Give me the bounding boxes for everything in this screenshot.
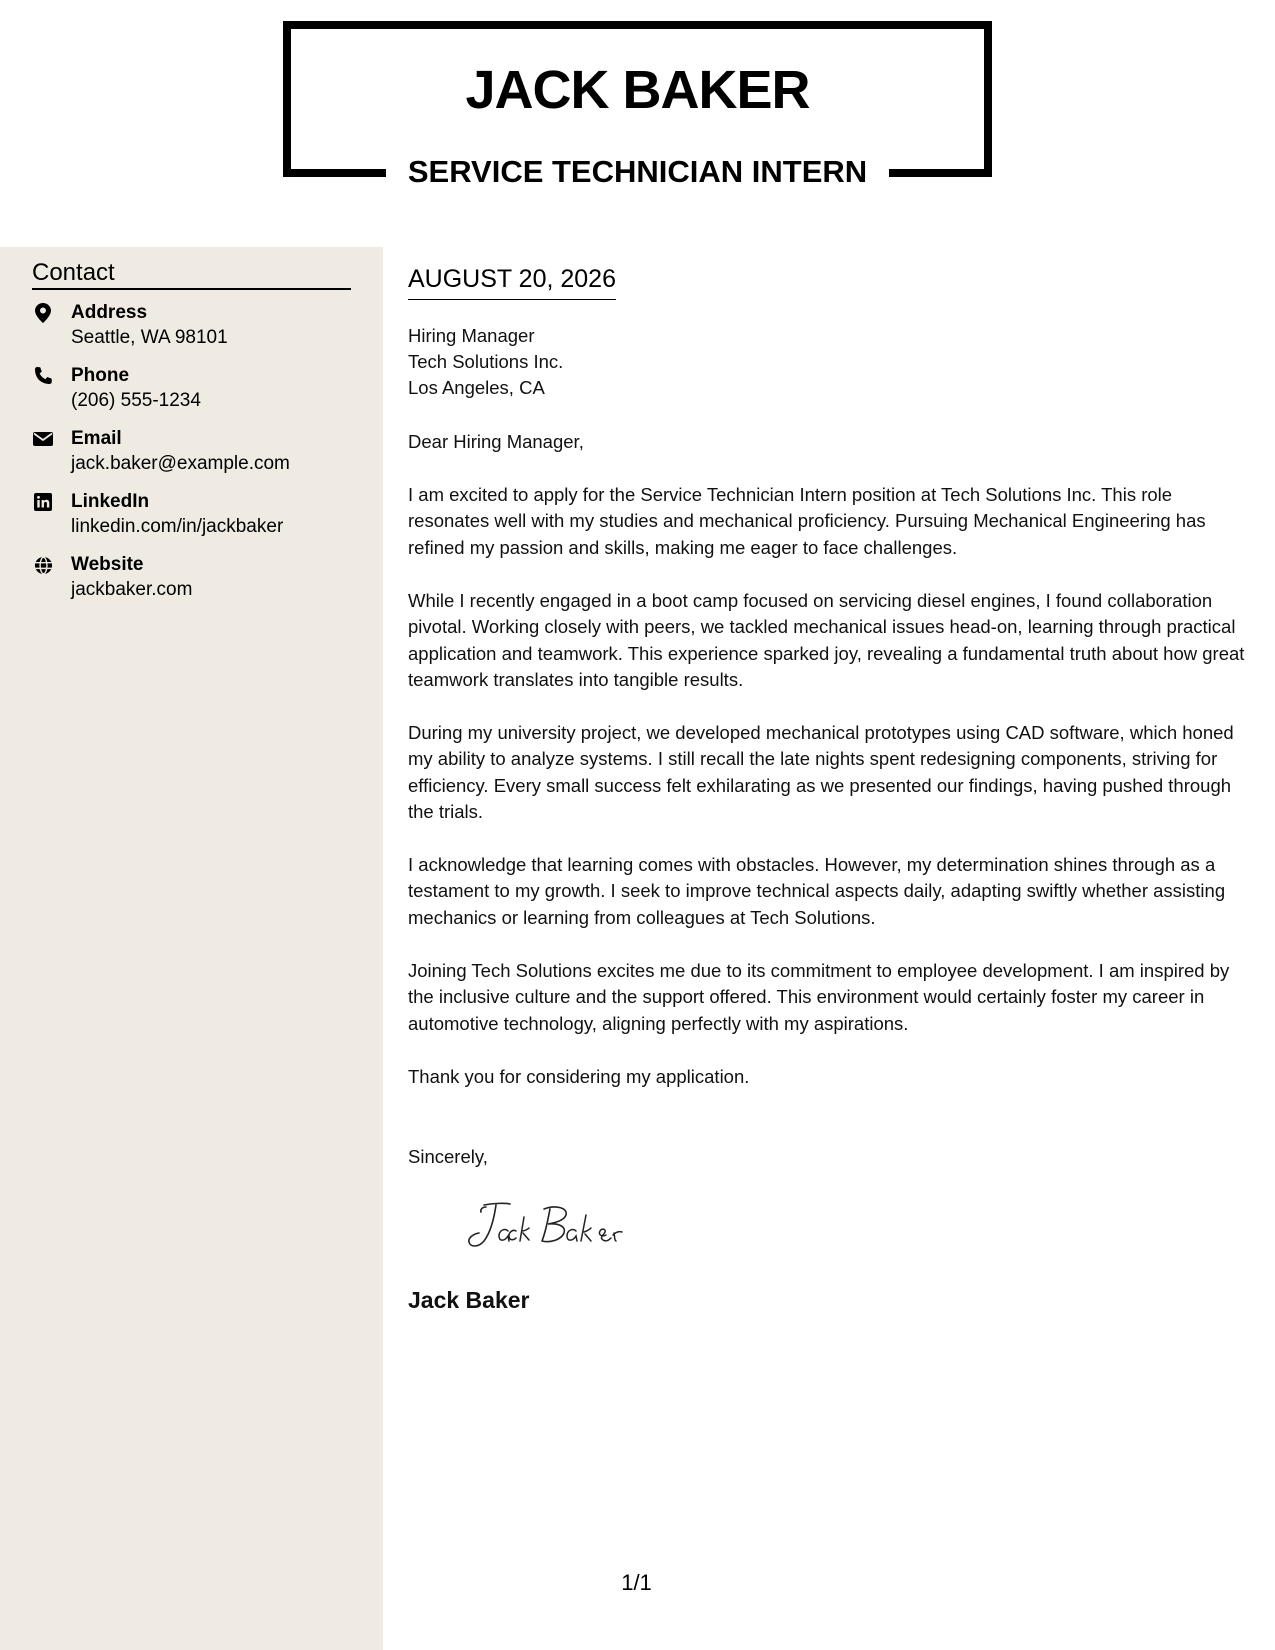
envelope-icon — [32, 428, 54, 450]
signature-image — [446, 1197, 636, 1262]
contact-value: Seattle, WA 98101 — [71, 327, 228, 348]
phone-icon — [32, 365, 54, 387]
contact-sidebar — [0, 247, 383, 1650]
letter-paragraph: I am excited to apply for the Service Technician Intern position at Tech Solutions Inc. This role resonates well with my studies and mechanical proficiency. Pursuing Mechanical Engineering has refined my passion and skills, making me eager to face challenges. — [408, 484, 1206, 558]
contact-value[interactable]: linkedin.com/in/jackbaker — [71, 516, 284, 537]
contact-value[interactable]: jackbaker.com — [71, 579, 193, 600]
letter-paragraph: During my university project, we developed mechanical prototypes using CAD software, which honed my ability to analyze systems. I still recall the late nights spent redesigning components, striving for efficiency. Every small success felt exhilarating as we presented our findings, having pushed through the trials. — [408, 722, 1234, 822]
recipient-block — [408, 323, 563, 401]
name-frame — [283, 21, 992, 189]
contact-value: (206) 555-1234 — [71, 390, 201, 411]
applicant-name: JACK BAKER — [465, 60, 810, 120]
contact-value[interactable]: jack.baker@example.com — [71, 453, 290, 474]
recipient-line: Tech Solutions Inc. — [408, 351, 564, 372]
contact-label: Email — [71, 428, 122, 449]
salutation: Dear Hiring Manager, — [408, 431, 584, 452]
letter-date: AUGUST 20, 2026 — [408, 265, 616, 300]
contact-label: Website — [71, 554, 144, 575]
job-title: SERVICE TECHNICIAN INTERN — [407, 154, 868, 189]
letter-paragraph: Thank you for considering my application. — [408, 1066, 750, 1087]
linkedin-icon — [32, 491, 54, 513]
page-number-text: 1/1 — [621, 1570, 652, 1595]
page-number — [0, 1570, 1275, 1596]
closing: Sincerely, — [408, 1146, 488, 1167]
recipient-line: Los Angeles, CA — [408, 377, 545, 398]
letter-paragraph: While I recently engaged in a boot camp focused on servicing diesel engines, I found collaboration pivotal. Working closely with peers, we tackled mechanical issues head-on, learning through practical application and teamwork. This experience sparked joy, revealing a fundamental truth about how great teamwork translates into tangible results. — [408, 590, 1245, 690]
recipient-line: Hiring Manager — [408, 325, 535, 346]
signer-name: Jack Baker — [408, 1287, 530, 1313]
letter-paragraph: I acknowledge that learning comes with obstacles. However, my determination shines through as a testament to my growth. I seek to improve technical aspects daily, adapting swiftly whether assisting mechanics or learning from colleagues at Tech Solutions. — [408, 854, 1226, 928]
contact-label: LinkedIn — [71, 491, 150, 512]
globe-icon — [32, 554, 54, 576]
contact-label: Phone — [71, 365, 130, 386]
letter-paragraph: Joining Tech Solutions excites me due to its commitment to employee development. I am inspired by the inclusive culture and the support offered. This environment would certainly foster my career in automotive technology, aligning perfectly with my aspirations. — [408, 960, 1230, 1034]
map-pin-icon — [32, 302, 54, 324]
contact-label: Address — [71, 302, 148, 323]
frame-border-top — [283, 21, 992, 29]
contact-heading: Contact — [32, 259, 351, 290]
